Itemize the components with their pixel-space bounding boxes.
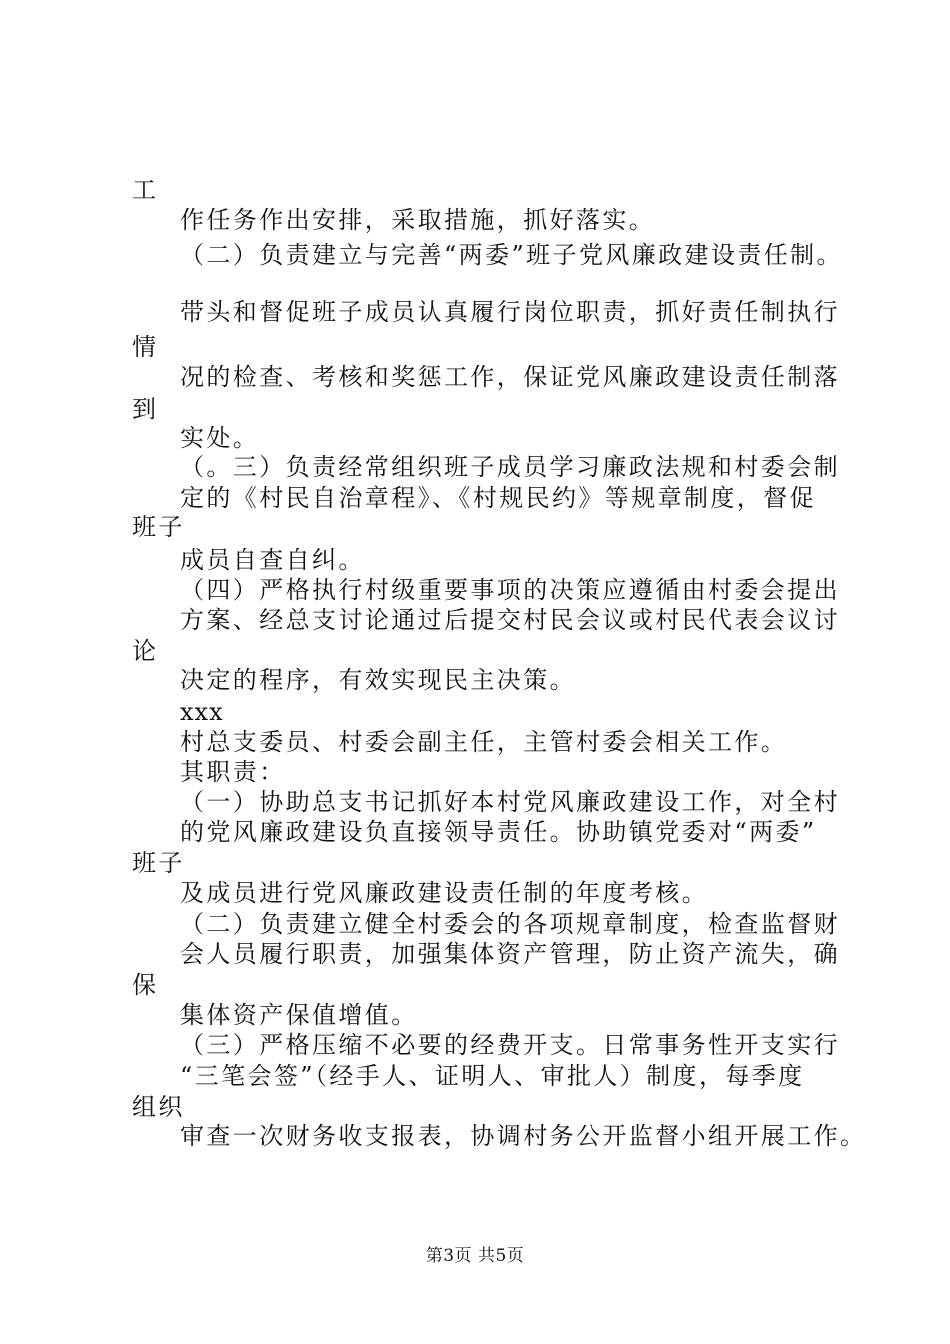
text-line: 实处。 [180, 424, 260, 452]
text-line: 的党风廉政建设负直接领导责任。协助镇党委对“两委” [180, 818, 817, 846]
page-footer: 第3页 共5页 [425, 1246, 525, 1266]
text-line: 班子 [132, 513, 185, 541]
text-line: 工 [132, 176, 159, 204]
text-line: （一）协助总支书记抓好本村党风廉政建设工作，对全村 [180, 788, 840, 816]
text-line: （二）负责建立与完善“两委”班子党风廉政建设责任制。 [180, 241, 843, 269]
text-line: （三）严格压缩不必要的经费开支。日常事务性开支实行 [180, 1031, 840, 1059]
text-line: （。三）负责经常组织班子成员学习廉政法规和村委会制 [180, 453, 840, 481]
text-line: 论 [132, 637, 159, 665]
text-line: （二）负责建立健全村委会的各项规章制度，检查监督财 [180, 910, 840, 938]
text-line: 作任务作出安排，采取措施，抓好落实。 [180, 206, 656, 234]
text-line: 及成员进行党风廉政建设责任制的年度考核。 [180, 879, 708, 907]
text-line: 组织 [132, 1093, 185, 1121]
text-line: 审查一次财务收支报表，协调村务公开监督小组开展工作。 [180, 1122, 867, 1150]
text-line: 定的《村民自治章程》、《村规民约》等规章制度，督促 [180, 484, 816, 512]
text-line: 村总支委员、村委会副主任，主管村委会相关工作。 [180, 728, 788, 756]
text-line: “三笔会签”（经手人、证明人、审批人）制度，每季度 [180, 1062, 805, 1090]
text-line: 方案、经总支讨论通过后提交村民会议或村民代表会议讨 [180, 606, 840, 634]
text-line: 到 [132, 395, 159, 423]
text-line: 班子 [132, 849, 185, 877]
text-line: 带头和督促班子成员认真履行岗位职责，抓好责任制执行 [180, 298, 840, 326]
text-line: 决定的程序，有效实现民主决策。 [180, 666, 576, 694]
text-line: （四）严格执行村级重要事项的决策应遵循由村委会提出 [180, 576, 840, 604]
text-line: 集体资产保值增值。 [180, 1001, 418, 1029]
text-line: 会人员履行职责，加强集体资产管理，防止资产流失，确 [180, 940, 840, 968]
text-line: 情 [132, 333, 159, 361]
text-line: 其职责： [180, 758, 286, 786]
text-line: 况的检查、考核和奖惩工作，保证党风廉政建设责任制落 [180, 363, 840, 391]
text-line: xxx [180, 698, 224, 726]
text-line: 保 [132, 971, 159, 999]
text-line: 成员自查自纠。 [180, 546, 365, 574]
